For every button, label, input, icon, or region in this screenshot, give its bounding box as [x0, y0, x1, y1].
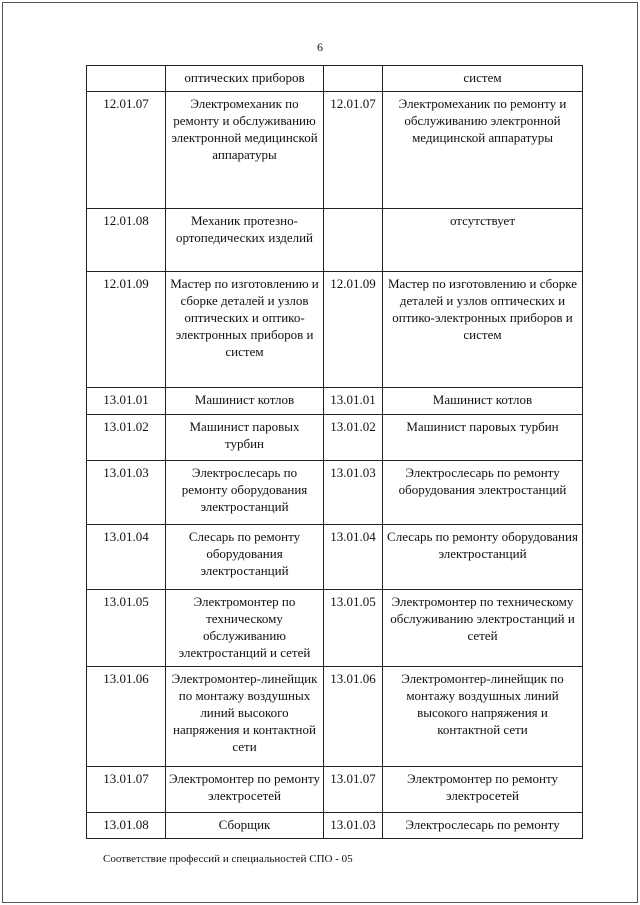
- new-name-cell: систем: [383, 66, 583, 92]
- old-code-cell: 13.01.05: [87, 590, 166, 667]
- old-code-cell: 12.01.08: [87, 209, 166, 272]
- old-code-cell: [87, 66, 166, 92]
- table-row: [87, 388, 583, 415]
- new-name-cell: Электромеханик по ремонту и обслуживанию электронной медицинской аппаратуры: [383, 92, 583, 209]
- new-code-cell: 13.01.03: [324, 461, 383, 525]
- old-code-cell: 13.01.08: [87, 813, 166, 839]
- new-name-cell: Мастер по изготовлению и сборке деталей и узлов оптических и оптико-электронных приборов и систем: [383, 272, 583, 388]
- old-name-cell: оптических приборов: [166, 66, 324, 92]
- new-code-cell: 12.01.07: [324, 92, 383, 209]
- new-name-cell: Машинист котлов: [383, 388, 583, 415]
- new-code-cell: 13.01.03: [324, 813, 383, 839]
- document-footer: Соответствие профессий и специальностей СПО - 05: [103, 853, 353, 865]
- table-row: [87, 209, 583, 272]
- new-name-cell: Электрослесарь по ремонту оборудования электростанций: [383, 461, 583, 525]
- new-code-cell: 13.01.05: [324, 590, 383, 667]
- table-row: [87, 667, 583, 767]
- old-name-cell: Электромонтер-линейщик по монтажу воздушных линий высокого напряжения и контактной сети: [166, 667, 324, 767]
- new-code-cell: 13.01.02: [324, 415, 383, 461]
- new-name-cell: Слесарь по ремонту оборудования электростанций: [383, 525, 583, 590]
- table-row: [87, 525, 583, 590]
- old-code-cell: 12.01.09: [87, 272, 166, 388]
- old-name-cell: Слесарь по ремонту оборудования электростанций: [166, 525, 324, 590]
- new-code-cell: 13.01.07: [324, 767, 383, 813]
- new-code-cell: 13.01.06: [324, 667, 383, 767]
- old-code-cell: 13.01.03: [87, 461, 166, 525]
- page-number: 6: [317, 40, 323, 54]
- old-name-cell: Электромеханик по ремонту и обслуживанию электронной медицинской аппаратуры: [166, 92, 324, 209]
- table-row: [87, 590, 583, 667]
- new-code-cell: 13.01.01: [324, 388, 383, 415]
- new-name-cell: Машинист паровых турбин: [383, 415, 583, 461]
- new-code-cell: [324, 209, 383, 272]
- new-name-cell: Электромонтер по ремонту электросетей: [383, 767, 583, 813]
- old-code-cell: 13.01.04: [87, 525, 166, 590]
- table-row: [87, 767, 583, 813]
- table-row: [87, 461, 583, 525]
- table-row: [87, 272, 583, 388]
- old-code-cell: 13.01.02: [87, 415, 166, 461]
- new-name-cell: Электромонтер-линейщик по монтажу воздушных линий высокого напряжения и контактной сети: [383, 667, 583, 767]
- old-name-cell: Машинист паровых турбин: [166, 415, 324, 461]
- profession-correspondence-table: [86, 65, 583, 839]
- old-name-cell: Механик протезно-ортопедических изделий: [166, 209, 324, 272]
- old-name-cell: Сборщик: [166, 813, 324, 839]
- new-code-cell: 13.01.04: [324, 525, 383, 590]
- old-name-cell: Электромонтер по ремонту электросетей: [166, 767, 324, 813]
- old-code-cell: 13.01.06: [87, 667, 166, 767]
- table-row: [87, 66, 583, 92]
- old-code-cell: 13.01.01: [87, 388, 166, 415]
- old-name-cell: Электромонтер по техническому обслуживанию электростанций и сетей: [166, 590, 324, 667]
- old-name-cell: Машинист котлов: [166, 388, 324, 415]
- new-name-cell: Электрослесарь по ремонту: [383, 813, 583, 839]
- table-row: [87, 415, 583, 461]
- old-code-cell: 12.01.07: [87, 92, 166, 209]
- old-name-cell: Мастер по изготовлению и сборке деталей и узлов оптических и оптико-электронных приборов и систем: [166, 272, 324, 388]
- new-name-cell: отсутствует: [383, 209, 583, 272]
- new-code-cell: [324, 66, 383, 92]
- old-code-cell: 13.01.07: [87, 767, 166, 813]
- new-name-cell: Электромонтер по техническому обслуживанию электростанций и сетей: [383, 590, 583, 667]
- old-name-cell: Электрослесарь по ремонту оборудования электростанций: [166, 461, 324, 525]
- new-code-cell: 12.01.09: [324, 272, 383, 388]
- table-row: [87, 92, 583, 209]
- table-row: [87, 813, 583, 839]
